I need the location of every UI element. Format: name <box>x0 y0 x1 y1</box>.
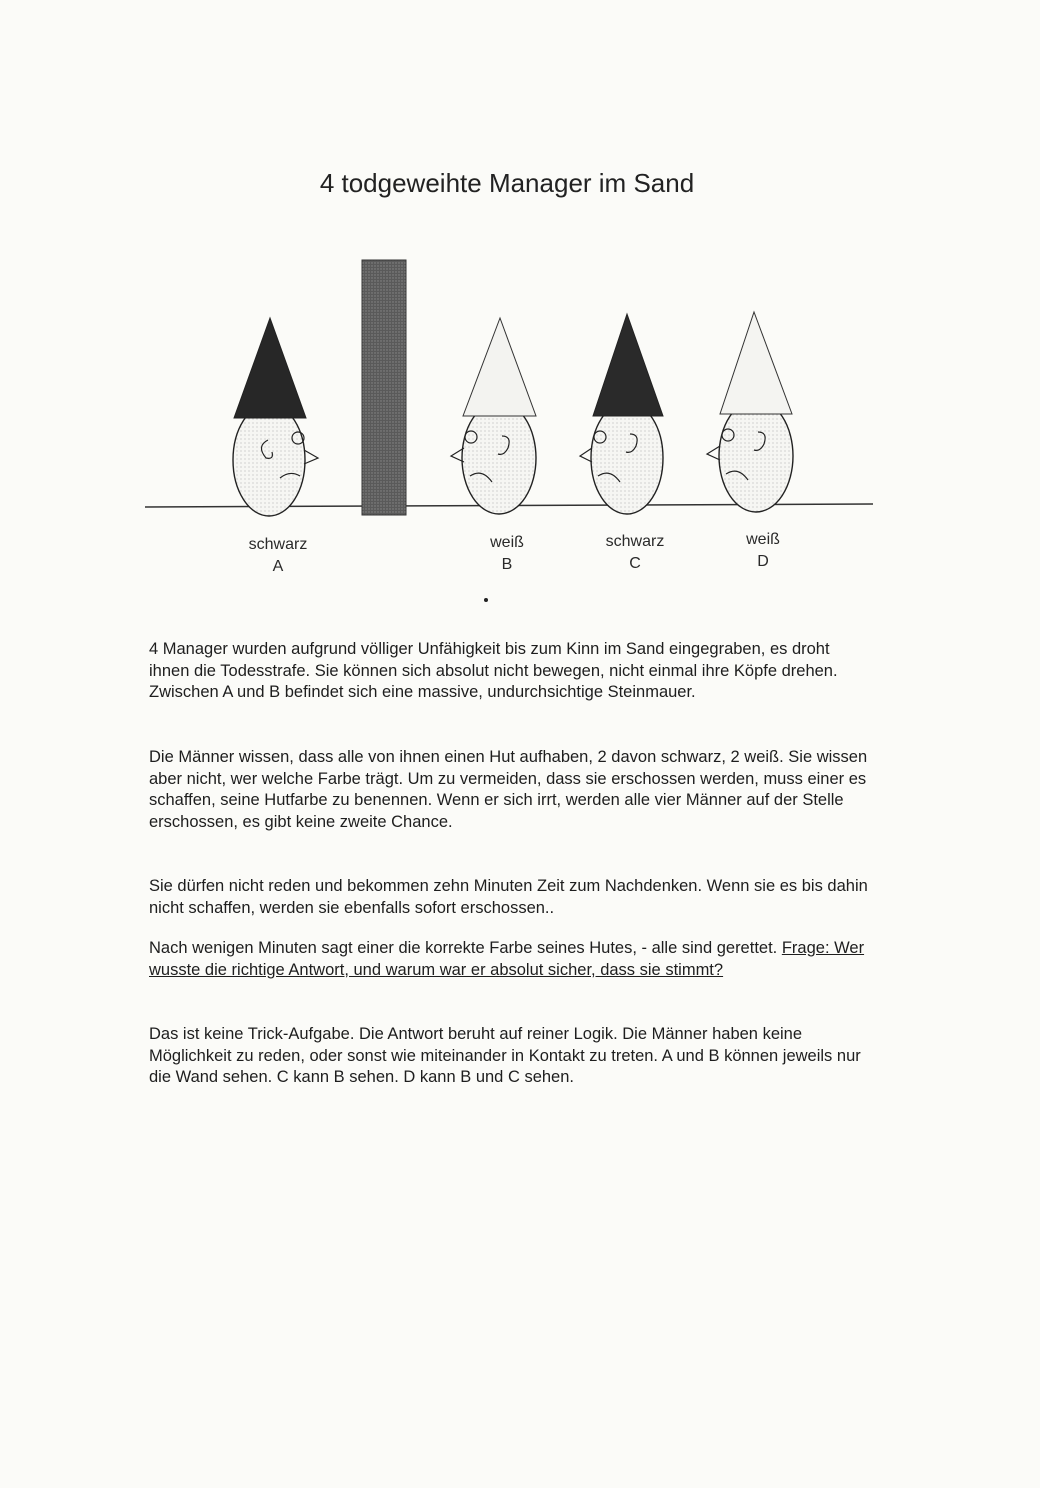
manager-d <box>707 312 793 512</box>
hat-a-black <box>234 318 306 418</box>
label-c-letter: C <box>629 555 641 572</box>
paragraph-3 <box>149 876 869 919</box>
paragraph-5 <box>149 1024 869 1089</box>
paragraph-4 <box>149 938 869 981</box>
label-b <box>447 532 567 576</box>
label-a-color: schwarz <box>248 536 308 553</box>
paragraph-2-text: Die Männer wissen, dass alle von ihnen einen Hut aufhaben, 2 davon schwarz, 2 weiß. Sie wissen aber nicht, wer welche Farbe trägt. Um zu vermeiden, dass sie erschossen werden, muss einer es schaffen, seine Hutfarbe zu benennen. Wenn er sich irrt, werden alle vier Männer auf der Stelle erschossen, es gibt keine zweite Chance. <box>149 748 868 831</box>
manager-b <box>451 318 536 514</box>
question-text: Frage: Wer wusste die richtige Antwort, und warum war er absolut sicher, dass sie stimmt? <box>149 939 865 979</box>
paragraph-2 <box>149 747 869 833</box>
paragraph-1-text: 4 Manager wurden aufgrund völliger Unfähigkeit bis zum Kinn im Sand eingegraben, es droht ihnen die Todesstrafe. Sie können sich absolut nicht bewegen, nicht einmal ihre Köpfe drehen. Zwischen A und B befindet sich eine massive, undurchsichtige Steinmauer. <box>149 640 838 701</box>
hat-b-white <box>463 318 536 416</box>
hat-c-black <box>593 314 663 416</box>
label-d-letter: D <box>757 553 769 570</box>
label-b-color: weiß <box>490 534 524 551</box>
label-d-color: weiß <box>746 531 780 548</box>
label-b-letter: B <box>501 556 513 573</box>
paragraph-5-text: Das ist keine Trick-Aufgabe. Die Antwort beruht auf reiner Logik. Die Männer haben keine Möglichkeit zu reden, oder sonst wie miteinander in Kontakt zu treten. A und B können jeweils nur die Wand sehen. C kann B sehen. D kann B und C sehen. <box>149 1025 861 1086</box>
paragraph-1 <box>149 639 869 704</box>
manager-a <box>233 318 318 516</box>
page-title: 4 todgeweihte Manager im Sand <box>319 168 695 198</box>
scan-speck <box>484 598 488 602</box>
paragraph-3-text: Sie dürfen nicht reden und bekommen zehn Minuten Zeit zum Nachdenken. Wenn sie es bis dahin nicht schaffen, werden sie ebenfalls sofort erschossen.. <box>149 877 868 917</box>
hat-d-white <box>720 312 792 414</box>
label-a-letter: A <box>272 558 284 575</box>
manager-c <box>580 314 663 514</box>
label-c <box>575 531 695 575</box>
label-a <box>218 534 338 578</box>
stone-wall <box>362 260 406 515</box>
label-d <box>703 529 823 573</box>
paragraph-4-text: Nach wenigen Minuten sagt einer die korrekte Farbe seines Hutes, - alle sind gerettet. <box>149 939 782 957</box>
label-c-color: schwarz <box>605 533 665 550</box>
